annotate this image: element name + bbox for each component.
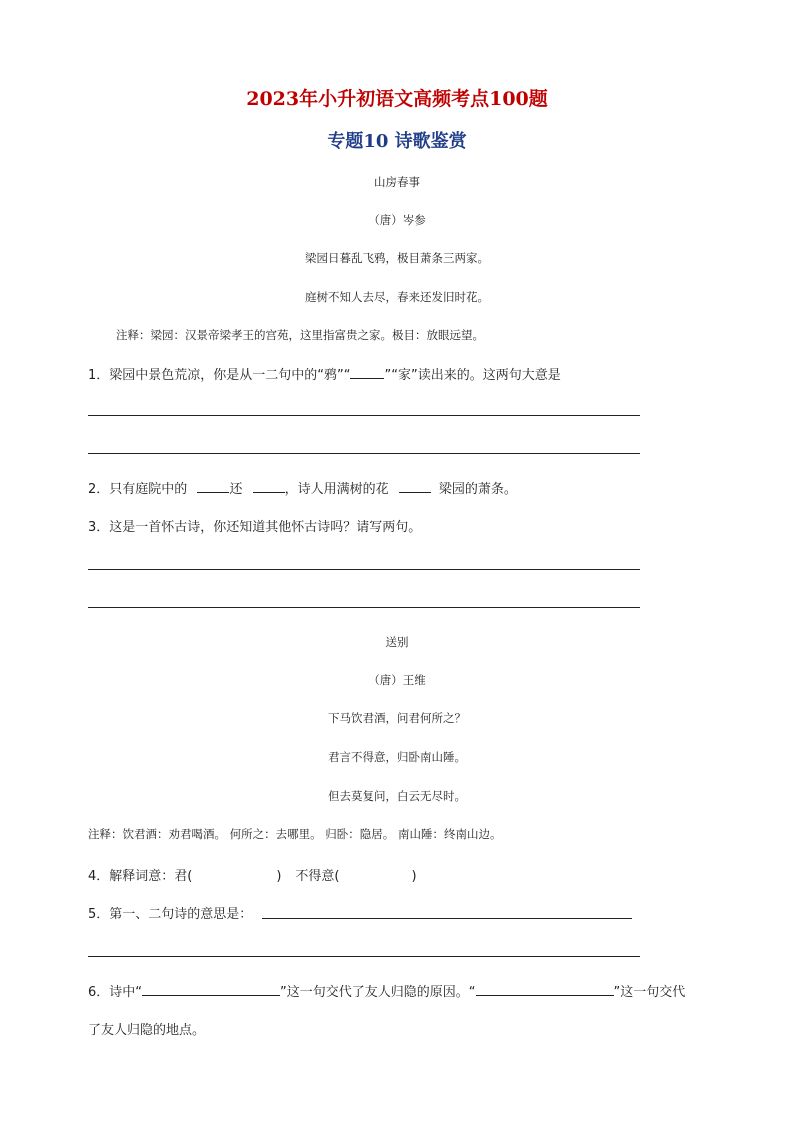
question-6-part-2: ”这一句交代了友人归隐的原因。“ xyxy=(280,985,476,1000)
question-4-part-2: ) xyxy=(276,869,282,884)
question-4 xyxy=(88,865,417,884)
question-2-part-4: 梁园的萧条。 xyxy=(438,482,517,497)
question-5-text: 5．第一、二句诗的意思是： xyxy=(88,907,253,922)
question-6-blank-1[interactable] xyxy=(142,981,280,996)
question-3: 3．这是一首怀古诗，你还知道其他怀古诗吗？请写两句。 xyxy=(88,520,422,535)
question-6-part-1: 6．诗中“ xyxy=(88,985,143,1000)
question-1-text: 1．梁园中景色荒凉，你是从一二句中的“鸦”“ xyxy=(88,368,351,383)
answer-line-3a[interactable] xyxy=(88,569,640,570)
poem2-line-1: 下马饮君酒，问君何所之？ xyxy=(328,711,466,725)
question-2-blank-1[interactable] xyxy=(197,478,229,493)
question-6 xyxy=(88,981,685,1000)
poem2-line-3: 但去莫复问，白云无尽时。 xyxy=(328,789,466,803)
question-4-part-3: 不得意( xyxy=(295,869,340,884)
answer-line-5a[interactable] xyxy=(262,918,632,919)
question-1 xyxy=(88,364,561,383)
question-2-part-1: 2．只有庭院中的 xyxy=(88,482,188,497)
question-2-blank-3[interactable] xyxy=(399,478,431,493)
page-title: 2023年小升初语文高频考点100题 xyxy=(246,88,548,110)
answer-line-3b[interactable] xyxy=(88,607,640,608)
poem1-title: 山房春事 xyxy=(374,175,420,189)
question-2 xyxy=(88,478,517,497)
question-6-continued: 了友人归隐的地点。 xyxy=(88,1023,206,1038)
question-1-text-end: ”“家”读出来的。这两句大意是 xyxy=(384,368,561,383)
answer-line-5b[interactable] xyxy=(88,956,640,957)
page-subtitle: 专题10 诗歌鉴赏 xyxy=(327,131,467,152)
poem1-author: （唐）岑参 xyxy=(368,213,426,227)
question-4-part-4: ) xyxy=(411,869,417,884)
poem1-line-1: 梁园日暮乱飞鸦，极目萧条三两家。 xyxy=(305,251,489,265)
poem2-author: （唐）王维 xyxy=(368,673,426,687)
question-6-part-3: ”这一句交代 xyxy=(613,985,686,1000)
question-5 xyxy=(88,903,252,922)
poem1-note: 注释：梁园：汉景帝梁孝王的宫苑，这里指富贵之家。极目：放眼远望。 xyxy=(116,328,484,342)
question-2-part-3: ，诗人用满树的花 xyxy=(284,482,389,497)
poem2-title: 送别 xyxy=(385,635,409,649)
poem2-line-2: 君言不得意，归卧南山陲。 xyxy=(328,750,466,764)
question-6-blank-2[interactable] xyxy=(476,981,614,996)
poem2-note: 注释：饮君酒：劝君喝酒。 何所之：去哪里。 归卧：隐居。 南山陲：终南山边。 xyxy=(88,827,502,841)
answer-line-1b[interactable] xyxy=(88,453,640,454)
answer-line-1a[interactable] xyxy=(88,415,640,416)
poem1-line-2: 庭树不知人去尽，春来还发旧时花。 xyxy=(305,290,489,304)
question-2-part-2: 还 xyxy=(229,482,243,497)
question-2-blank-2[interactable] xyxy=(253,478,285,493)
question-1-blank[interactable] xyxy=(350,364,384,379)
question-4-part-1: 4．解释词意：君( xyxy=(88,869,193,884)
